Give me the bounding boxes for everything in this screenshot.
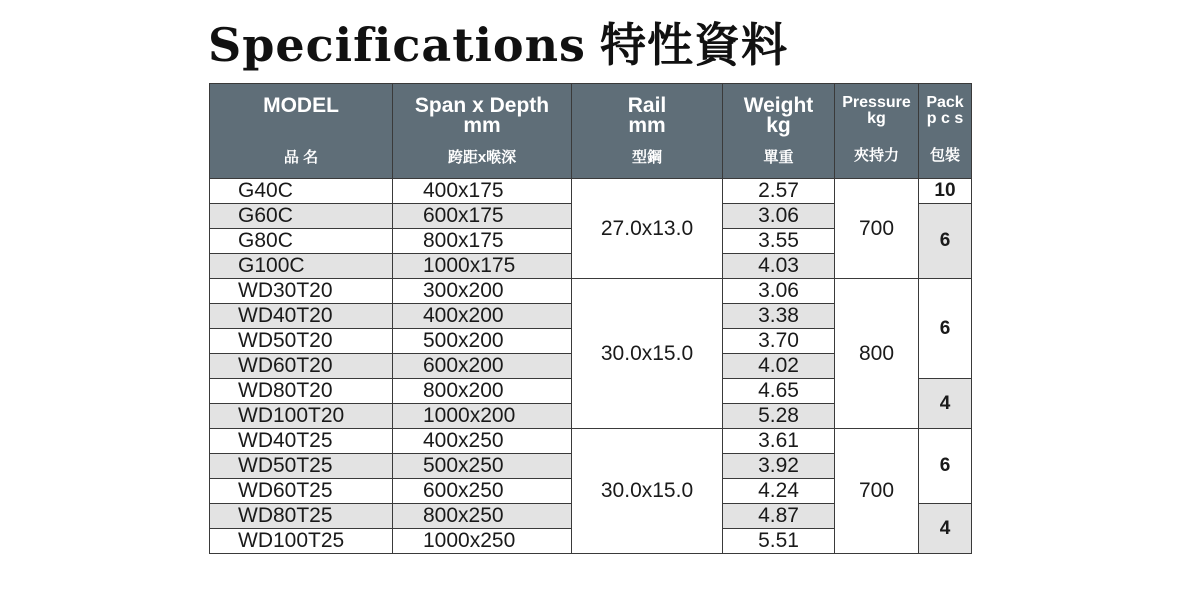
span-cell: 300x200 [393, 279, 572, 304]
header-weight-cn: 單重 [763, 149, 794, 166]
weight-cell: 3.55 [723, 229, 835, 254]
weight-cell: 3.70 [723, 329, 835, 354]
weight-cell: 3.92 [723, 454, 835, 479]
table-row [210, 429, 972, 454]
model-cell: WD50T20 [210, 329, 393, 354]
weight-cell: 3.61 [723, 429, 835, 454]
rail-cell: 30.0x15.0 [572, 429, 723, 554]
model-cell: G40C [210, 179, 393, 204]
pack-cell: 4 [919, 379, 972, 429]
pack-cell: 6 [919, 204, 972, 279]
header-span-en: Span x Depth [414, 94, 550, 117]
title-chinese: 特性資料 [599, 18, 788, 72]
model-cell: WD100T20 [210, 404, 393, 429]
model-cell: WD40T20 [210, 304, 393, 329]
span-cell: 800x250 [393, 504, 572, 529]
header-model-en: MODEL [263, 94, 339, 117]
span-cell: 500x200 [393, 329, 572, 354]
header-weight-unit: kg [766, 114, 791, 137]
header-rail [572, 84, 723, 179]
span-cell: 400x250 [393, 429, 572, 454]
weight-cell: 5.28 [723, 404, 835, 429]
model-cell: G100C [210, 254, 393, 279]
span-cell: 800x200 [393, 379, 572, 404]
pressure-cell: 700 [835, 429, 919, 554]
header-pressure-en: Pressure [842, 94, 911, 111]
model-cell: WD80T25 [210, 504, 393, 529]
rail-cell: 30.0x15.0 [572, 279, 723, 429]
pack-cell: 10 [919, 179, 972, 204]
header-pressure [835, 84, 919, 179]
header-rail-cn: 型鋼 [631, 149, 662, 166]
span-cell: 600x200 [393, 354, 572, 379]
model-cell: WD80T20 [210, 379, 393, 404]
header-span-unit: mm [463, 114, 501, 137]
page-title [208, 10, 788, 80]
header-rail-en: Rail [627, 94, 667, 117]
header-rail-unit: mm [628, 114, 666, 137]
model-cell: WD100T25 [210, 529, 393, 554]
span-cell: 1000x175 [393, 254, 572, 279]
span-cell: 400x200 [393, 304, 572, 329]
span-cell: 400x175 [393, 179, 572, 204]
header-weight [723, 84, 835, 179]
header-span-cn: 跨距x喉深 [447, 149, 517, 166]
table-header-row [210, 84, 972, 179]
pack-cell: 4 [919, 504, 972, 554]
weight-cell: 3.06 [723, 279, 835, 304]
header-span [393, 84, 572, 179]
rail-cell: 27.0x13.0 [572, 179, 723, 279]
pack-cell: 6 [919, 279, 972, 379]
header-model-cn: 品 名 [283, 149, 319, 166]
header-pack-cn: 包裝 [929, 147, 960, 164]
title-english: Specifications [208, 18, 586, 72]
pressure-cell: 800 [835, 279, 919, 429]
header-weight-en: Weight [743, 94, 814, 117]
weight-cell: 4.87 [723, 504, 835, 529]
weight-cell: 3.38 [723, 304, 835, 329]
header-model [210, 84, 393, 179]
header-pack-unit: p c s [926, 110, 964, 127]
table-row [210, 279, 972, 304]
pack-cell: 6 [919, 429, 972, 504]
header-pack-en: Pack [926, 94, 964, 111]
weight-cell: 5.51 [723, 529, 835, 554]
model-cell: WD60T20 [210, 354, 393, 379]
specifications-table [209, 83, 972, 554]
span-cell: 800x175 [393, 229, 572, 254]
pressure-cell: 700 [835, 179, 919, 279]
header-pressure-cn: 夾持力 [853, 147, 899, 164]
header-pressure-unit: kg [867, 110, 886, 127]
model-cell: G60C [210, 204, 393, 229]
span-cell: 600x175 [393, 204, 572, 229]
weight-cell: 4.65 [723, 379, 835, 404]
table-row [210, 179, 972, 204]
weight-cell: 2.57 [723, 179, 835, 204]
model-cell: WD60T25 [210, 479, 393, 504]
model-cell: WD50T25 [210, 454, 393, 479]
weight-cell: 4.24 [723, 479, 835, 504]
span-cell: 600x250 [393, 479, 572, 504]
header-pack [919, 84, 972, 179]
weight-cell: 4.03 [723, 254, 835, 279]
model-cell: WD30T20 [210, 279, 393, 304]
weight-cell: 3.06 [723, 204, 835, 229]
span-cell: 500x250 [393, 454, 572, 479]
span-cell: 1000x200 [393, 404, 572, 429]
span-cell: 1000x250 [393, 529, 572, 554]
model-cell: WD40T25 [210, 429, 393, 454]
weight-cell: 4.02 [723, 354, 835, 379]
model-cell: G80C [210, 229, 393, 254]
